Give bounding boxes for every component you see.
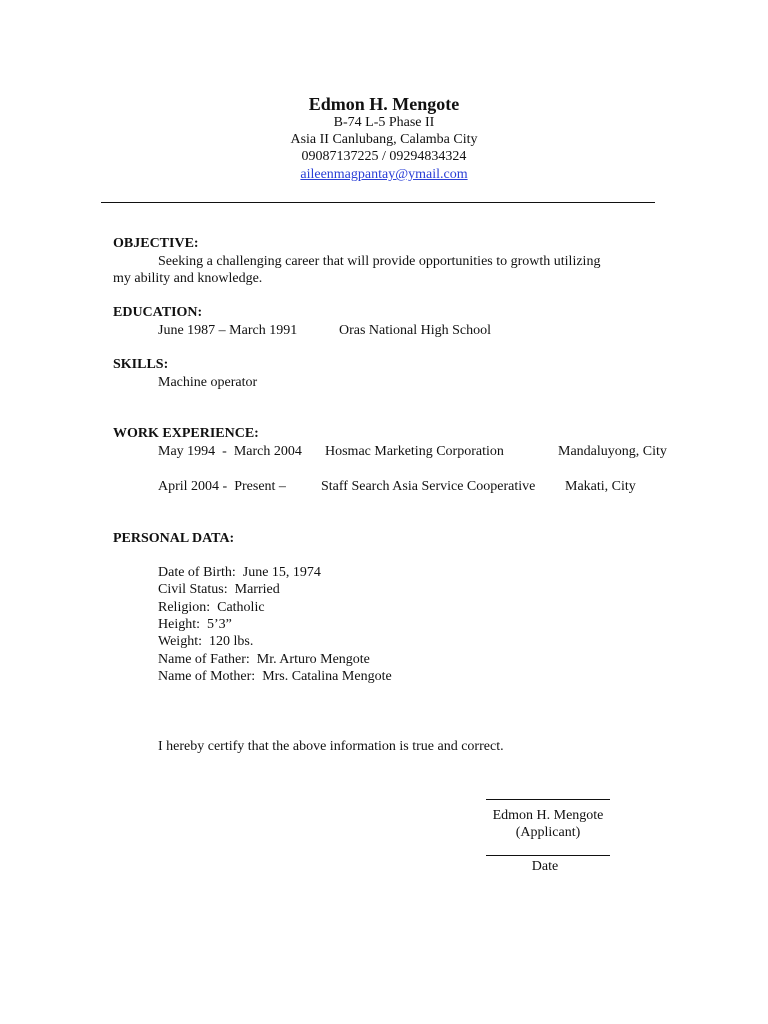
personal-item: Height: 5’3” bbox=[158, 617, 232, 632]
personal-item: Date of Birth: June 15, 1974 bbox=[158, 565, 321, 580]
signature-line bbox=[486, 799, 610, 800]
work-entry-1-dates: May 1994 - March 2004 bbox=[158, 444, 302, 459]
objective-text-line-2: my ability and knowledge. bbox=[113, 271, 263, 286]
header-divider bbox=[101, 202, 655, 203]
education-heading: EDUCATION: bbox=[113, 305, 203, 320]
work-entry-1-location: Mandaluyong, City bbox=[558, 444, 667, 459]
personal-item: Name of Father: Mr. Arturo Mengote bbox=[158, 652, 370, 667]
certification-statement: I hereby certify that the above information is true and correct. bbox=[158, 739, 504, 754]
personal-item: Name of Mother: Mrs. Catalina Mengote bbox=[158, 669, 392, 684]
date-line bbox=[486, 855, 610, 856]
signature-name: Edmon H. Mengote bbox=[492, 808, 604, 823]
phone-numbers: 09087137225 / 09294834324 bbox=[301, 149, 467, 164]
work-entry-2-location: Makati, City bbox=[565, 479, 636, 494]
work-experience-heading: WORK EXPERIENCE: bbox=[113, 426, 259, 441]
address-line-2: Asia II Canlubang, Calamba City bbox=[290, 132, 478, 147]
personal-item: Weight: 120 lbs. bbox=[158, 634, 254, 649]
email-wrap bbox=[184, 166, 584, 183]
applicant-name: Edmon H. Mengote bbox=[308, 94, 460, 114]
skills-item: Machine operator bbox=[158, 375, 258, 390]
personal-item: Civil Status: Married bbox=[158, 582, 280, 597]
work-entry-2-dates: April 2004 - Present – bbox=[158, 479, 286, 494]
personal-data-heading: PERSONAL DATA: bbox=[113, 531, 235, 546]
education-dates: June 1987 – March 1991 bbox=[158, 323, 298, 338]
objective-text-line-1: Seeking a challenging career that will provide opportunities to growth utilizing bbox=[158, 254, 601, 269]
work-entry-1-company: Hosmac Marketing Corporation bbox=[325, 444, 504, 459]
personal-item: Religion: Catholic bbox=[158, 600, 265, 615]
address-line-1: B-74 L-5 Phase II bbox=[333, 115, 435, 130]
skills-heading: SKILLS: bbox=[113, 357, 169, 372]
objective-heading: OBJECTIVE: bbox=[113, 236, 199, 251]
signature-role: (Applicant) bbox=[515, 825, 581, 840]
email-link[interactable]: aileenmagpantay@ymail.com bbox=[300, 167, 468, 182]
work-entry-2-company: Staff Search Asia Service Cooperative bbox=[321, 479, 536, 494]
education-school: Oras National High School bbox=[339, 323, 492, 338]
date-label: Date bbox=[531, 859, 559, 874]
